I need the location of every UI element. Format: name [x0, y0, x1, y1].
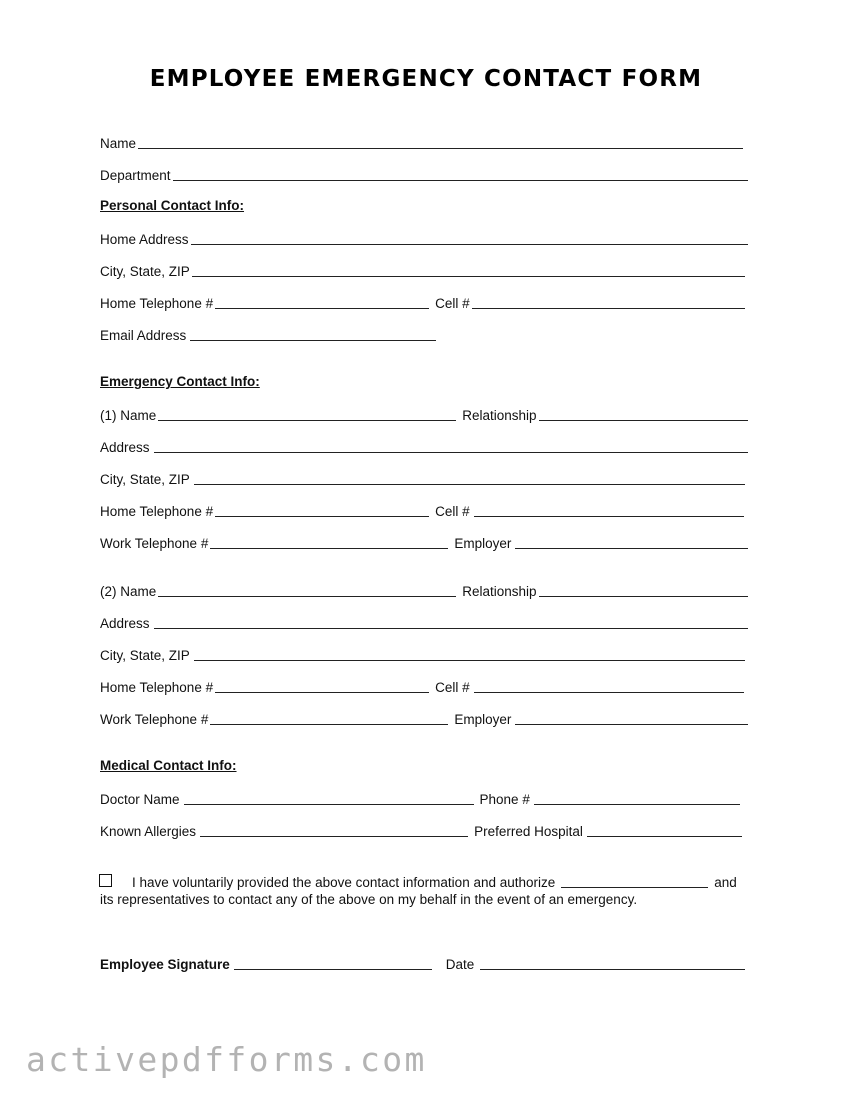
doctor-phone-label: Phone # — [479, 792, 530, 807]
contact2-cell-label: Cell # — [435, 680, 470, 695]
contact2-employer-field[interactable] — [515, 724, 748, 725]
contact1-home-phone-field[interactable] — [215, 516, 429, 517]
contact1-name-label: (1) Name — [100, 408, 157, 423]
personal-heading: Personal Contact Info: — [100, 198, 245, 213]
contact2-address-row — [100, 612, 748, 632]
hospital-field[interactable] — [587, 836, 742, 837]
email-field[interactable] — [190, 340, 436, 341]
watermark: activepdfforms.com — [26, 1040, 427, 1079]
contact1-city-label: City, State, ZIP — [100, 472, 190, 487]
contact1-city-field[interactable] — [194, 484, 745, 485]
department-row — [100, 164, 748, 184]
contact2-city-field[interactable] — [194, 660, 745, 661]
contact2-relationship-label: Relationship — [462, 584, 537, 599]
name-field[interactable] — [138, 148, 743, 149]
home-address-row — [100, 228, 748, 248]
contact2-work-phone-field[interactable] — [210, 724, 448, 725]
allergies-row — [100, 820, 748, 840]
contact1-cell-field[interactable] — [474, 516, 744, 517]
department-label: Department — [100, 168, 171, 183]
email-row — [100, 324, 748, 344]
contact2-address-label: Address — [100, 616, 150, 631]
contact2-address-field[interactable] — [154, 628, 748, 629]
contact2-home-phone-field[interactable] — [215, 692, 429, 693]
authorization-text — [100, 874, 748, 908]
home-phone-field[interactable] — [215, 308, 429, 309]
cell-label: Cell # — [435, 296, 470, 311]
personal-phone-row — [100, 292, 748, 312]
hospital-label: Preferred Hospital — [474, 824, 583, 839]
authorization-part1: I have voluntarily provided the above contact information and authorize — [132, 875, 556, 890]
doctor-phone-field[interactable] — [534, 804, 740, 805]
contact1-employer-label: Employer — [454, 536, 512, 551]
personal-city-row — [100, 260, 748, 280]
email-label: Email Address — [100, 328, 187, 343]
allergies-field[interactable] — [200, 836, 468, 837]
contact1-cell-label: Cell # — [435, 504, 470, 519]
contact2-relationship-field[interactable] — [539, 596, 748, 597]
allergies-label: Known Allergies — [100, 824, 197, 839]
date-label: Date — [445, 957, 475, 972]
personal-city-field[interactable] — [192, 276, 745, 277]
contact1-name-row — [100, 404, 748, 424]
signature-label: Employee Signature — [100, 957, 230, 972]
home-address-label: Home Address — [100, 232, 189, 247]
doctor-label: Doctor Name — [100, 792, 180, 807]
contact2-employer-label: Employer — [454, 712, 512, 727]
contact1-relationship-label: Relationship — [462, 408, 537, 423]
contact1-work-phone-label: Work Telephone # — [100, 536, 209, 551]
company-field[interactable] — [561, 887, 708, 888]
emergency-heading: Emergency Contact Info: — [100, 374, 260, 389]
contact1-relationship-field[interactable] — [539, 420, 748, 421]
contact1-home-phone-label: Home Telephone # — [100, 504, 214, 519]
contact1-employer-field[interactable] — [515, 548, 748, 549]
contact1-address-row — [100, 436, 748, 456]
contact2-work-phone-label: Work Telephone # — [100, 712, 209, 727]
contact2-home-phone-label: Home Telephone # — [100, 680, 214, 695]
contact1-name-field[interactable] — [158, 420, 456, 421]
contact1-address-label: Address — [100, 440, 150, 455]
authorization-part2: and — [714, 875, 737, 890]
department-field[interactable] — [173, 180, 748, 181]
contact2-name-label: (2) Name — [100, 584, 157, 599]
contact1-work-phone-field[interactable] — [210, 548, 448, 549]
contact2-city-label: City, State, ZIP — [100, 648, 190, 663]
medical-heading: Medical Contact Info: — [100, 758, 237, 773]
signature-row — [100, 953, 748, 973]
contact2-phone-row — [100, 676, 748, 696]
contact2-work-row — [100, 708, 748, 728]
doctor-field[interactable] — [184, 804, 474, 805]
personal-city-label: City, State, ZIP — [100, 264, 190, 279]
contact1-phone-row — [100, 500, 748, 520]
doctor-row — [100, 788, 748, 808]
contact1-address-field[interactable] — [154, 452, 748, 453]
contact1-city-row — [100, 468, 748, 488]
name-label: Name — [100, 136, 137, 151]
contact1-work-row — [100, 532, 748, 552]
home-address-field[interactable] — [191, 244, 748, 245]
contact2-name-row — [100, 580, 748, 600]
authorization-line2: its representatives to contact any of the above on my behalf in the event of an emergency. — [100, 892, 638, 907]
signature-field[interactable] — [234, 969, 432, 970]
cell-field[interactable] — [472, 308, 745, 309]
form-title: EMPLOYEE EMERGENCY CONTACT FORM — [149, 66, 703, 92]
contact2-city-row — [100, 644, 748, 664]
date-field[interactable] — [480, 969, 745, 970]
home-phone-label: Home Telephone # — [100, 296, 214, 311]
contact2-cell-field[interactable] — [474, 692, 744, 693]
name-row — [100, 132, 748, 152]
contact2-name-field[interactable] — [158, 596, 456, 597]
